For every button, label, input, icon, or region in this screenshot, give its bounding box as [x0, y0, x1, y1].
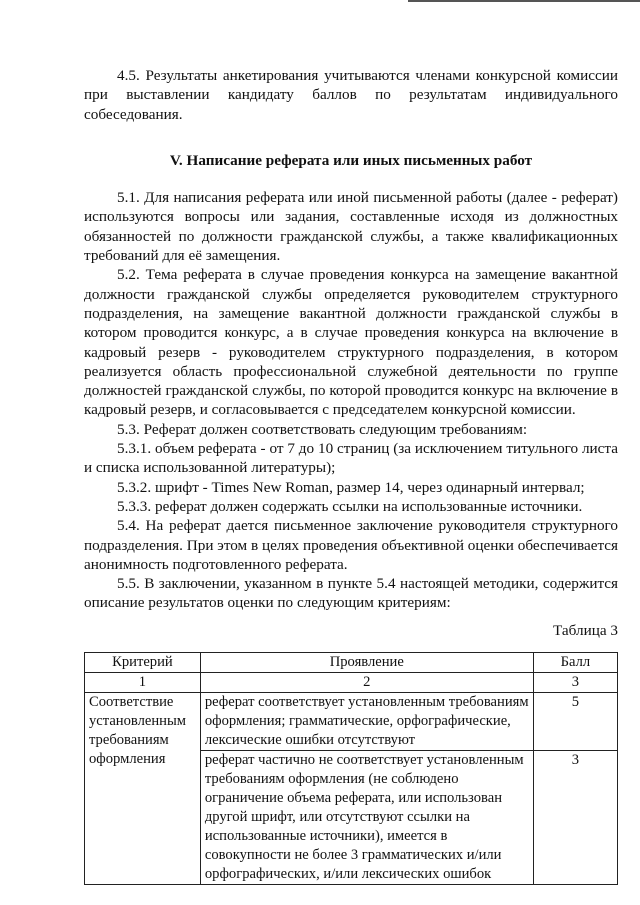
score-cell: 5 — [533, 693, 617, 751]
table-number-row — [85, 673, 618, 693]
table-row — [85, 693, 618, 751]
paragraph-5-5: 5.5. В заключении, указанном в пункте 5.4 настоящей методики, содержится описание результатов оценки по следующим критериям: — [84, 575, 618, 612]
scan-edge-mark — [408, 0, 640, 2]
paragraph-5-3-1: 5.3.1. объем реферата - от 7 до 10 страниц (за исключением титульного листа и списка использованной литературы); — [84, 440, 618, 477]
paragraph-5-1: 5.1. Для написания реферата или иной письменной работы (далее - реферат) используются вопросы или задания, составленные исходя из должностных обязанностей по должности гражданской службы, а также квалификационных требований для её замещения. — [84, 189, 618, 265]
section-heading: V. Написание реферата или иных письменных работ — [169, 151, 533, 169]
column-number-2: 2 — [200, 673, 533, 693]
paragraph-5-3-3: 5.3.3. реферат должен содержать ссылки на использованные источники. — [117, 497, 583, 515]
criteria-table — [84, 652, 618, 885]
paragraph-5-3: 5.3. Реферат должен соответствовать следующим требованиям: — [117, 420, 528, 438]
header-criterion: Критерий — [85, 653, 201, 673]
paragraph-5-2: 5.2. Тема реферата в случае проведения конкурса на замещение вакантной должности гражданской службы определяется руководителем структурного подразделения, на замещение вакантной должности гражданской службы в котором проводится конкурс, а в случае проведения конкурса на включение в кадровый резерв - руководителем структурного подразделения, в котором реализуется область профессиональной служебной деятельности по группе должностей гражданской службы, по которой проводится конкурс на включение в кадровый резерв, и согласовывается с председателем конкурсной комиссии. — [84, 266, 618, 419]
manifestation-cell: реферат соответствует установленным требованиям оформления; грамматические, орфографические, лексические ошибки отсутствуют — [200, 693, 533, 751]
column-number-1: 1 — [85, 673, 201, 693]
document-page — [84, 66, 618, 885]
table-header-row — [85, 653, 618, 673]
table-caption: Таблица 3 — [553, 621, 618, 639]
header-score: Балл — [533, 653, 617, 673]
manifestation-cell: реферат частично не соответствует установленным требованиям оформления (не соблюдено ограничение объема реферата, или использован другой шрифт, или отсутствуют ссылки на использованные источники), имеется в совокупности не более 3 грамматических и/или орфографических, и/или лексических ошибок — [200, 751, 533, 885]
paragraph-5-3-2: 5.3.2. шрифт - Times New Roman, размер 14, через одинарный интервал; — [117, 478, 585, 496]
score-cell: 3 — [533, 751, 617, 885]
criterion-cell: Соответствие установленным требованиям оформления — [85, 693, 201, 885]
paragraph-5-4: 5.4. На реферат дается письменное заключение руководителя структурного подразделения. При этом в целях проведения объективной оценки обеспечивается анонимность подготовленного реферата. — [84, 517, 618, 573]
header-manifestation: Проявление — [200, 653, 533, 673]
paragraph-4-5: 4.5. Результаты анкетирования учитываются членами конкурсной комиссии при выставлении кандидату баллов по результатам индивидуального собеседования. — [84, 67, 618, 123]
column-number-3: 3 — [533, 673, 617, 693]
